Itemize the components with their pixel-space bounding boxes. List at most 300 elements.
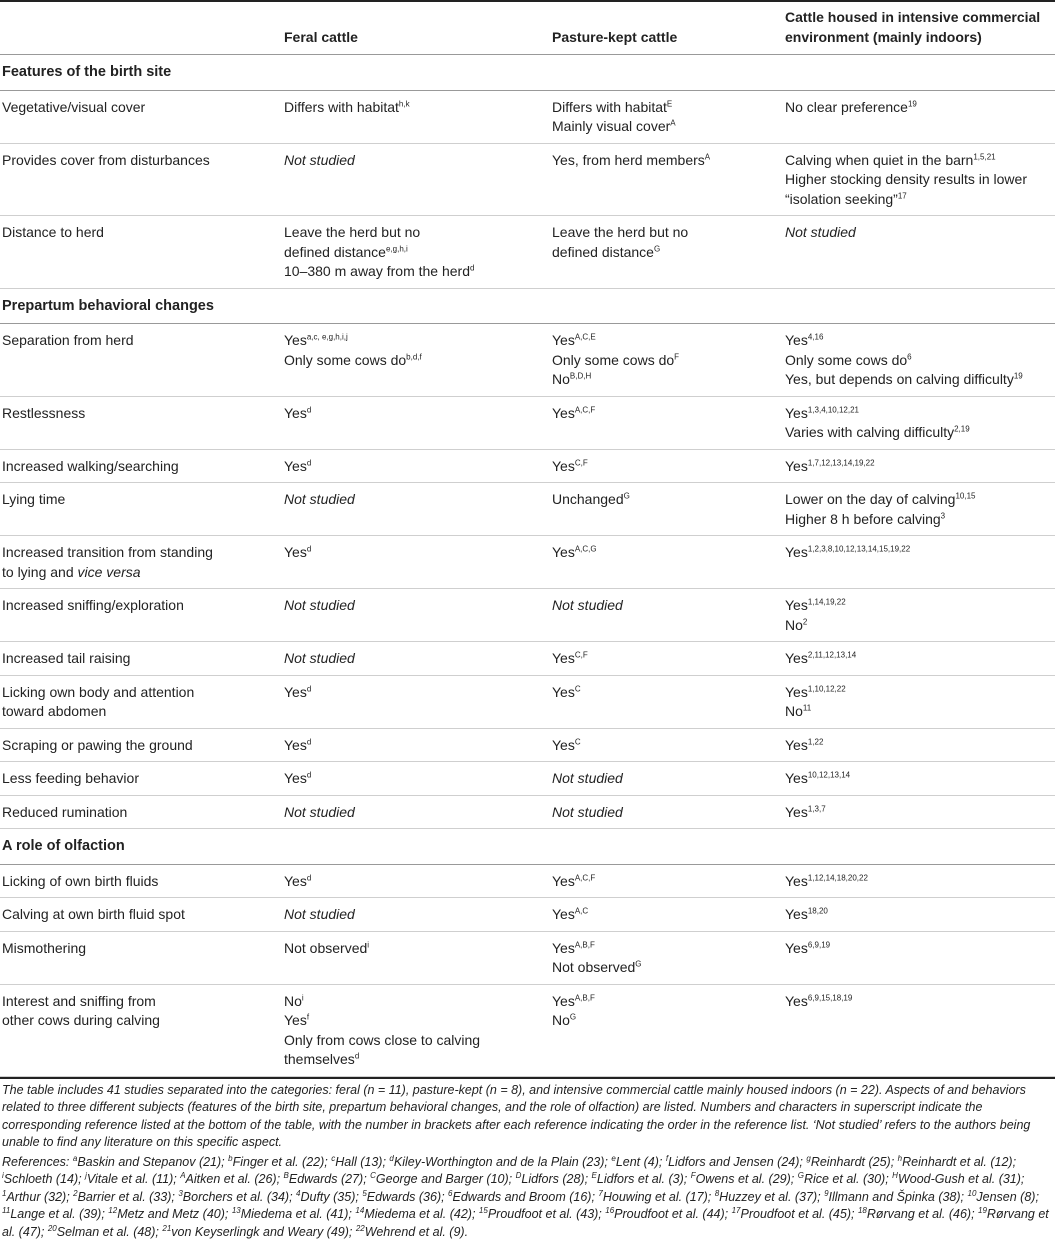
intensive-cell [781, 762, 1055, 796]
ref-superscript: A,C [575, 906, 588, 915]
label-line: Mismothering [2, 939, 276, 959]
ref-superscript: d [307, 684, 311, 693]
intensive-cell [781, 898, 1055, 932]
cell-line [785, 98, 1051, 118]
ref-superscript: d [307, 873, 311, 882]
cell-text: 10–380 m away from the herd [284, 263, 470, 279]
table-row [0, 795, 1055, 829]
row-label [0, 795, 280, 829]
label-line: toward abdomen [2, 702, 276, 722]
ref-superscript: a,c, e,g,h,i,j [307, 332, 348, 341]
cell-text: Yes [552, 405, 575, 421]
ref-superscript: 1,22 [808, 737, 824, 746]
intensive-cell [781, 642, 1055, 676]
cell-line [552, 117, 777, 137]
reference-superscript: F [691, 1171, 696, 1180]
cell-line [785, 370, 1051, 390]
label-line: Reduced rumination [2, 803, 276, 823]
cell-line [785, 649, 1051, 669]
label-line [2, 563, 276, 583]
cell-line [284, 1011, 544, 1031]
table-header [0, 1, 1055, 55]
label-line: Licking own body and attention [2, 683, 276, 703]
cell-line [284, 872, 544, 892]
cell-text: Yes [284, 405, 307, 421]
reference-item: Lidfors et al. (3); [597, 1172, 691, 1186]
cell-line [284, 905, 544, 925]
feral-cell [280, 931, 548, 984]
cell-text: Yes [785, 804, 808, 820]
cell-line [284, 351, 544, 371]
ref-superscript: 1,5,21 [973, 152, 995, 161]
table-caption: The table includes 41 studies separated into the categories: feral (n = 11), pasture-kept (n = 8), and intensive commercial cattle mainly housed indoors (n = 22). Aspects of and behaviors related to three different subjects (features of the birth site, prepartum behavioral changes, and the role of olfaction) are listed. Numbers and characters in superscript indicate the corresponding reference listed at the bottom of the table, with the number in brackets after each reference indicating the order in the reference list. ‘Not studied’ refers to the authors being unable to find any literature on this specific aspect. [2, 1082, 1053, 1152]
table-row [0, 536, 1055, 589]
cell-text: Yes, from herd members [552, 152, 705, 168]
label-line: Restlessness [2, 404, 276, 424]
cell-line [284, 596, 544, 616]
cell-text: Only some cows do [284, 352, 406, 368]
cell-text: Only some cows do [552, 352, 674, 368]
cell-text: Yes [284, 873, 307, 889]
intensive-cell [781, 795, 1055, 829]
cell-line [284, 649, 544, 669]
cell-text: No [284, 993, 302, 1009]
reference-superscript: 22 [356, 1223, 365, 1232]
cell-text: No [552, 371, 570, 387]
ref-superscript: 1,14,19,22 [808, 597, 846, 606]
label-line: Lying time [2, 490, 276, 510]
intensive-cell [781, 536, 1055, 589]
reference-superscript: b [228, 1153, 232, 1162]
reference-item: Finger et al. (22); [233, 1155, 332, 1169]
pasture-cell [548, 675, 781, 728]
cell-line [552, 872, 777, 892]
row-label [0, 642, 280, 676]
cell-line [785, 404, 1051, 424]
cell-text: Varies with calving difficulty [785, 424, 954, 440]
section-row [0, 829, 1055, 865]
cell-line [552, 457, 777, 477]
table-row [0, 143, 1055, 216]
reference-superscript: 14 [355, 1206, 364, 1215]
ref-superscript: 1,3,7 [808, 804, 826, 813]
cell-text: Not studied [552, 597, 623, 613]
pasture-cell [548, 216, 781, 289]
pasture-cell [548, 536, 781, 589]
section-row [0, 288, 1055, 324]
cell-text: Only from cows close to calving [284, 1032, 480, 1048]
cell-text: Yes [552, 650, 575, 666]
cell-text: Yes [785, 873, 808, 889]
references-label: References: [2, 1155, 73, 1169]
cell-text: Not studied [284, 906, 355, 922]
cell-text: Differs with habitat [284, 99, 399, 115]
label-text: to lying and [2, 564, 78, 580]
ref-superscript: G [570, 1012, 576, 1021]
reference-item: Metz and Metz (40); [117, 1207, 232, 1221]
ref-superscript: 1,12,14,18,20,22 [808, 873, 868, 882]
cell-line [284, 262, 544, 282]
table-row [0, 396, 1055, 449]
cell-text: Mainly visual cover [552, 118, 670, 134]
ref-superscript: d [307, 770, 311, 779]
ref-superscript: i [302, 993, 304, 1002]
reference-superscript: j [85, 1171, 87, 1180]
reference-item: Lidfors (28); [521, 1172, 591, 1186]
ref-superscript: 6 [907, 352, 911, 361]
reference-superscript: 20 [48, 1223, 57, 1232]
header-pasture: Pasture-kept cattle [548, 1, 781, 55]
cell-text: Lower on the day of calving [785, 491, 955, 507]
cell-line [284, 243, 544, 263]
feral-cell [280, 536, 548, 589]
cell-text: Higher 8 h before calving [785, 511, 941, 527]
ref-superscript: G [654, 244, 660, 253]
feral-cell [280, 90, 548, 143]
reference-item: Edwards (36); [367, 1190, 448, 1204]
pasture-cell [548, 589, 781, 642]
intensive-cell [781, 90, 1055, 143]
cell-line [785, 939, 1051, 959]
ref-superscript: A,B,F [575, 940, 595, 949]
cell-text: Yes [284, 1012, 307, 1028]
row-label [0, 324, 280, 397]
feral-cell [280, 483, 548, 536]
ref-superscript: 1,2,3,8,10,12,13,14,15,19,22 [808, 544, 910, 553]
cell-text: Yes [552, 940, 575, 956]
cell-line [284, 1031, 544, 1051]
cell-line [284, 98, 544, 118]
ref-superscript: B,D,H [570, 371, 591, 380]
reference-superscript: d [389, 1153, 393, 1162]
reference-item: Huzzey et al. (37); [719, 1190, 824, 1204]
cell-line [284, 939, 544, 959]
table-row [0, 762, 1055, 796]
reference-item: Selman et al. (48); [57, 1225, 163, 1239]
cell-line [552, 490, 777, 510]
reference-superscript: E [592, 1171, 597, 1180]
cell-line [552, 905, 777, 925]
table-row [0, 90, 1055, 143]
cell-text: Unchanged [552, 491, 624, 507]
reference-item: Reinhardt et al. (12); [902, 1155, 1016, 1169]
ref-superscript: A [705, 152, 710, 161]
ref-superscript: 10,15 [955, 491, 975, 500]
label-line: Scraping or pawing the ground [2, 736, 276, 756]
ref-superscript: 11 [803, 703, 811, 712]
ref-superscript: d [470, 263, 474, 272]
cell-text: Yes [552, 873, 575, 889]
ref-superscript: A,C,F [575, 873, 595, 882]
label-line: Distance to herd [2, 223, 276, 243]
reference-item: Schloeth (14); [4, 1172, 85, 1186]
cell-line [552, 223, 777, 243]
reference-item: Illmann and Špinka (38); [829, 1190, 968, 1204]
label-line: Licking of own birth fluids [2, 872, 276, 892]
ref-superscript: d [307, 458, 311, 467]
reference-item: Jensen (8); [976, 1190, 1039, 1204]
cell-text: defined distance [284, 244, 386, 260]
pasture-cell [548, 449, 781, 483]
ref-superscript: A,C,F [575, 405, 595, 414]
reference-superscript: 17 [732, 1206, 741, 1215]
ref-superscript: A,C,E [575, 332, 596, 341]
cell-line [284, 683, 544, 703]
reference-item: Rørvang et al. (47); [2, 1207, 1049, 1239]
cell-line [785, 872, 1051, 892]
cell-text: Yes [785, 940, 808, 956]
reference-superscript: 18 [858, 1206, 867, 1215]
row-label [0, 728, 280, 762]
intensive-cell [781, 931, 1055, 984]
reference-superscript: A [180, 1171, 185, 1180]
label-text: vice versa [78, 564, 141, 580]
reference-superscript: 19 [978, 1206, 987, 1215]
intensive-cell [781, 396, 1055, 449]
ref-superscript: 2,11,12,13,14 [808, 650, 856, 659]
ref-superscript: A,C,G [575, 544, 597, 553]
ref-superscript: G [635, 959, 641, 968]
reference-item: Edwards and Broom (16); [453, 1190, 599, 1204]
header-aspect [0, 1, 280, 55]
intensive-cell [781, 984, 1055, 1076]
cell-line [284, 543, 544, 563]
pasture-cell [548, 396, 781, 449]
intensive-cell [781, 143, 1055, 216]
pasture-cell [548, 762, 781, 796]
cell-text: Yes [785, 737, 808, 753]
cell-line [284, 223, 544, 243]
cell-text: defined distance [552, 244, 654, 260]
cell-text: Yes [284, 544, 307, 560]
reference-superscript: 10 [968, 1188, 977, 1197]
row-label [0, 536, 280, 589]
table-body [0, 55, 1055, 1077]
reference-superscript: 15 [479, 1206, 488, 1215]
feral-cell [280, 984, 548, 1076]
intensive-cell [781, 864, 1055, 898]
cell-line [785, 170, 1051, 190]
reference-item: Wood-Gush et al. (31); [898, 1172, 1024, 1186]
label-line: Less feeding behavior [2, 769, 276, 789]
ref-superscript: C [575, 737, 581, 746]
label-line: Provides cover from disturbances [2, 151, 276, 171]
cell-text: Yes [552, 993, 575, 1009]
ref-superscript: 19 [908, 99, 917, 108]
cell-line [785, 331, 1051, 351]
reference-item: Vitale et al. (11); [87, 1172, 180, 1186]
cell-text: Not studied [552, 804, 623, 820]
reference-superscript: a [73, 1153, 77, 1162]
cell-line [284, 457, 544, 477]
intensive-cell [781, 324, 1055, 397]
pasture-cell [548, 324, 781, 397]
table-row [0, 931, 1055, 984]
table-row [0, 642, 1055, 676]
cell-text: Leave the herd but no [552, 224, 688, 240]
cell-line [785, 510, 1051, 530]
cell-line [785, 423, 1051, 443]
cell-line [552, 404, 777, 424]
label-line: Increased tail raising [2, 649, 276, 669]
cell-text: Yes [284, 332, 307, 348]
reference-item: Lidfors and Jensen (24); [668, 1155, 806, 1169]
cell-line [552, 939, 777, 959]
label-line: Vegetative/visual cover [2, 98, 276, 118]
cell-text: Yes [552, 332, 575, 348]
reference-superscript: 12 [108, 1206, 117, 1215]
reference-superscript: h [898, 1153, 902, 1162]
cell-line [785, 803, 1051, 823]
cell-text: Not studied [284, 597, 355, 613]
pasture-cell [548, 483, 781, 536]
cell-line [284, 736, 544, 756]
cell-line [785, 543, 1051, 563]
reference-item: Hall (13); [335, 1155, 389, 1169]
cell-line [785, 905, 1051, 925]
cell-text: Leave the herd but no [284, 224, 420, 240]
reference-item: Owens et al. (29); [696, 1172, 798, 1186]
row-label [0, 589, 280, 642]
reference-superscript: 3 [178, 1188, 182, 1197]
cell-text: No clear preference [785, 99, 908, 115]
reference-superscript: i [2, 1171, 4, 1180]
table-row [0, 449, 1055, 483]
intensive-cell [781, 483, 1055, 536]
cell-text: Yes [284, 737, 307, 753]
feral-cell [280, 449, 548, 483]
ref-superscript: d [355, 1051, 359, 1060]
cell-line [552, 803, 777, 823]
feral-cell [280, 762, 548, 796]
header-feral: Feral cattle [280, 1, 548, 55]
table-row [0, 589, 1055, 642]
header-intensive [781, 1, 1055, 55]
cell-line [552, 649, 777, 669]
pasture-cell [548, 864, 781, 898]
cell-line [785, 992, 1051, 1012]
cell-text: Yes [552, 906, 575, 922]
reference-item: Reinhardt (25); [811, 1155, 898, 1169]
feral-cell [280, 396, 548, 449]
label-line: Increased transition from standing [2, 543, 276, 563]
cell-line [284, 992, 544, 1012]
row-label [0, 762, 280, 796]
cell-text: Yes [785, 906, 808, 922]
reference-superscript: 9 [824, 1188, 828, 1197]
reference-item: Proudfoot et al. (45); [741, 1207, 858, 1221]
feral-cell [280, 216, 548, 289]
reference-superscript: D [516, 1171, 522, 1180]
intensive-cell [781, 589, 1055, 642]
cell-line [785, 616, 1051, 636]
ref-superscript: 2 [803, 617, 807, 626]
cell-line [284, 331, 544, 351]
cell-text: Yes [785, 993, 808, 1009]
cell-text: No [552, 1012, 570, 1028]
cell-line [785, 736, 1051, 756]
reference-item: Miedema et al. (42); [364, 1207, 479, 1221]
cell-line [552, 543, 777, 563]
table-row [0, 324, 1055, 397]
table-row [0, 984, 1055, 1076]
section-title: Prepartum behavioral changes [0, 288, 1055, 324]
table-row [0, 728, 1055, 762]
cell-text: Not studied [785, 224, 856, 240]
ref-superscript: 3 [941, 511, 945, 520]
reference-superscript: 1 [2, 1188, 6, 1197]
cell-text: Not studied [284, 152, 355, 168]
feral-cell [280, 795, 548, 829]
reference-superscript: 4 [296, 1188, 300, 1197]
cell-text: Yes, but depends on calving difficulty [785, 371, 1014, 387]
feral-cell [280, 728, 548, 762]
row-label [0, 143, 280, 216]
ref-superscript: b,d,f [406, 352, 422, 361]
reference-item: Baskin and Stepanov (21); [77, 1155, 228, 1169]
cell-line [785, 151, 1051, 171]
row-label [0, 449, 280, 483]
feral-cell [280, 675, 548, 728]
cell-text: Not studied [284, 650, 355, 666]
cell-line [785, 596, 1051, 616]
reference-superscript: 6 [448, 1188, 452, 1197]
reference-list [2, 1155, 1049, 1239]
intensive-cell [781, 675, 1055, 728]
cell-text: Yes [785, 332, 808, 348]
ref-superscript: 1,10,12,22 [808, 684, 846, 693]
ref-superscript: 1,7,12,13,14,19,22 [808, 458, 875, 467]
reference-superscript: 7 [598, 1188, 602, 1197]
pasture-cell [548, 984, 781, 1076]
cell-line [552, 992, 777, 1012]
cell-text: Not studied [284, 491, 355, 507]
reference-item: Dufty (35); [300, 1190, 362, 1204]
section-title: Features of the birth site [0, 55, 1055, 91]
reference-item: Kiley-Worthington and de la Plain (23); [394, 1155, 611, 1169]
reference-superscript: 11 [2, 1206, 10, 1215]
ref-superscript: E [667, 99, 672, 108]
cell-text: Calving when quiet in the barn [785, 152, 973, 168]
reference-superscript: 2 [73, 1188, 77, 1197]
label-line: Increased sniffing/exploration [2, 596, 276, 616]
row-label [0, 898, 280, 932]
ref-superscript: 6,9,15,18,19 [808, 993, 852, 1002]
ref-superscript: d [307, 544, 311, 553]
reference-item: Lent (4); [616, 1155, 666, 1169]
reference-superscript: H [892, 1171, 898, 1180]
references [2, 1154, 1053, 1241]
reference-item: Borchers et al. (34); [183, 1190, 296, 1204]
table-row [0, 675, 1055, 728]
ref-superscript: 1,3,4,10,12,21 [808, 405, 859, 414]
reference-item: George and Barger (10); [376, 1172, 516, 1186]
cell-text: Only some cows do [785, 352, 907, 368]
ref-superscript: f [307, 1012, 309, 1021]
row-label [0, 90, 280, 143]
cell-line [785, 351, 1051, 371]
reference-item: Proudfoot et al. (43); [488, 1207, 605, 1221]
cell-line [785, 190, 1051, 210]
cell-text: Yes [552, 737, 575, 753]
reference-superscript: G [798, 1171, 804, 1180]
cell-text: Yes [552, 458, 575, 474]
label-line: Calving at own birth fluid spot [2, 905, 276, 925]
feral-cell [280, 324, 548, 397]
cell-text: Not observed [284, 940, 367, 956]
cell-text: Yes [785, 458, 808, 474]
cell-text: “isolation seeking” [785, 191, 898, 207]
